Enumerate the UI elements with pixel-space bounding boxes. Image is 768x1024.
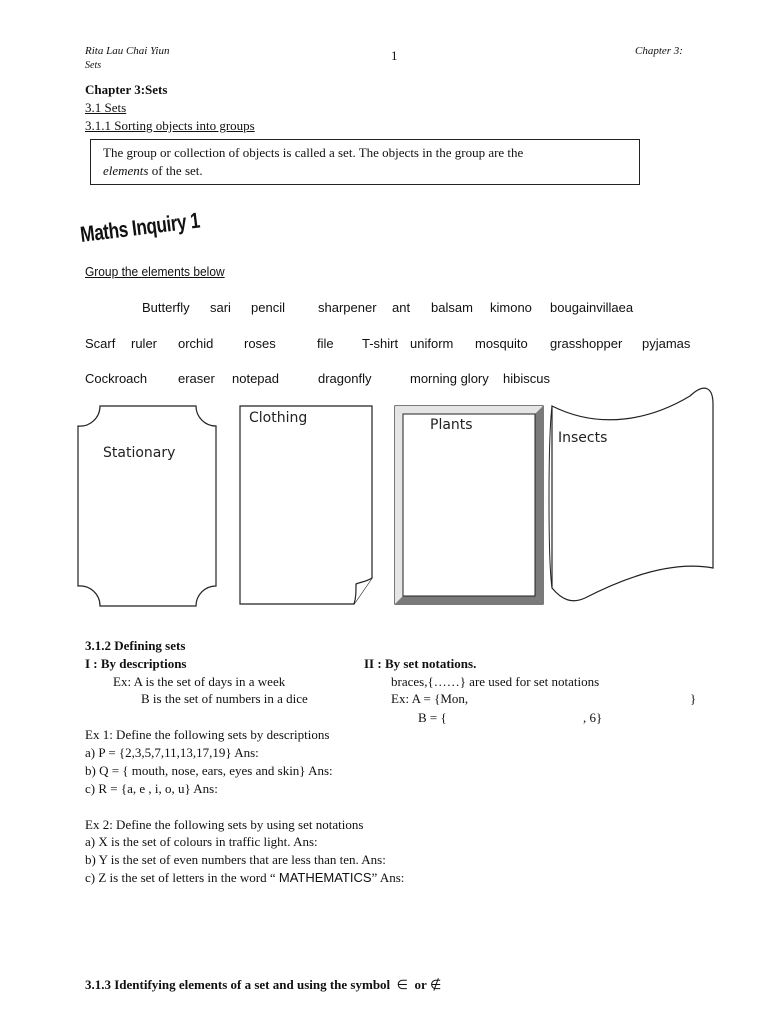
word-kimono: kimono	[490, 300, 532, 315]
maths-inquiry-title: Maths Inquiry 1	[78, 207, 201, 248]
example-set-a: Ex: A = {Mon,	[391, 691, 469, 706]
word-pyjamas: pyjamas	[642, 336, 691, 351]
word-cockroach: Cockroach	[85, 371, 148, 386]
ex1-a: a) P = {2,3,5,7,11,13,17,19} Ans:	[85, 745, 259, 760]
or-word: or	[414, 977, 427, 992]
word-tshirt: T-shirt	[362, 336, 399, 351]
word-butterfly: Butterfly	[142, 300, 190, 315]
insects-shape	[552, 388, 713, 601]
word-eraser: eraser	[178, 371, 215, 386]
word-sari: sari	[210, 300, 231, 315]
word-ant: ant	[392, 300, 411, 315]
not-element-of-symbol: ∉	[430, 977, 442, 992]
word-sharpener: sharpener	[318, 300, 377, 315]
word-scarf: Scarf	[85, 336, 116, 351]
word-ruler: ruler	[131, 336, 158, 351]
group-label-stationary: Stationary	[103, 445, 176, 461]
ex2-c-word: MATHEMATICS	[278, 870, 372, 885]
ex2-a: a) X is the set of colours in traffic light. Ans:	[85, 834, 318, 849]
word-dragonfly: dragonfly	[318, 371, 372, 386]
example-a-description: Ex: A is the set of days in a week	[113, 674, 286, 689]
section-title: 3.1 Sets	[85, 100, 127, 115]
word-balsam: balsam	[431, 300, 473, 315]
identifying-elements-heading	[85, 977, 441, 993]
ex1-c: c) R = {a, e , i, o, u} Ans:	[85, 781, 218, 796]
definition-line-1: The group or collection of objects is called a set. The objects in the group are the	[103, 145, 524, 160]
word-bougainvillaea: bougainvillaea	[550, 300, 634, 315]
group-label-plants: Plants	[430, 417, 473, 433]
plants-frame-inner	[403, 414, 535, 596]
ex2-b: b) Y is the set of even numbers that are less than ten. Ans:	[85, 852, 386, 867]
chapter-title: Chapter 3:Sets	[85, 82, 168, 97]
word-pencil: pencil	[251, 300, 285, 315]
definition-elements-term: elements	[103, 163, 149, 178]
word-uniform: uniform	[410, 336, 454, 351]
word-orchid: orchid	[178, 336, 214, 351]
by-notations-heading: II : By set notations.	[364, 656, 477, 671]
group-label-clothing: Clothing	[249, 410, 308, 426]
ex2-title: Ex 2: Define the following sets by using set notations	[85, 817, 364, 832]
page-number: 1	[391, 48, 398, 63]
word-file: file	[317, 336, 334, 351]
clothing-shape	[240, 406, 372, 604]
ex2-c	[85, 870, 404, 886]
by-descriptions-heading: I : By descriptions	[85, 656, 187, 671]
word-roses: roses	[244, 336, 276, 351]
example-set-a-close: }	[690, 691, 697, 706]
example-b-description: B is the set of numbers in a dice	[141, 691, 308, 706]
example-set-b: B = {	[418, 710, 447, 725]
definition-line-2-rest: of the set.	[148, 163, 203, 178]
defining-sets-heading: 3.1.2 Defining sets	[85, 638, 186, 653]
element-of-symbol: ∈	[396, 977, 408, 992]
header-author: Rita Lau Chai Yiun	[85, 45, 170, 57]
header-chapter: Chapter 3:	[635, 45, 683, 57]
ex2-c-suffix: ” Ans:	[371, 870, 405, 885]
stationary-shape	[78, 406, 216, 606]
word-hibiscus: hibiscus	[503, 371, 550, 386]
subsection-title: 3.1.1 Sorting objects into groups	[85, 118, 255, 133]
word-mosquito: mosquito	[475, 336, 528, 351]
group-label-insects: Insects	[558, 430, 608, 446]
word-morning-glory: morning glory	[410, 371, 489, 386]
ex1-title: Ex 1: Define the following sets by descriptions	[85, 727, 330, 742]
example-set-b-end: , 6}	[583, 710, 603, 725]
inquiry-instruction: Group the elements below	[85, 264, 225, 279]
header-subject: Sets	[85, 60, 102, 71]
word-grasshopper: grasshopper	[550, 336, 623, 351]
identifying-heading-text: 3.1.3 Identifying elements of a set and using the symbol	[85, 977, 391, 992]
ex2-c-prefix: c) Z is the set of letters in the word “	[85, 870, 279, 885]
word-notepad: notepad	[232, 371, 279, 386]
ex1-b: b) Q = { mouth, nose, ears, eyes and skin} Ans:	[85, 763, 333, 778]
braces-note: braces,{……} are used for set notations	[391, 674, 600, 689]
